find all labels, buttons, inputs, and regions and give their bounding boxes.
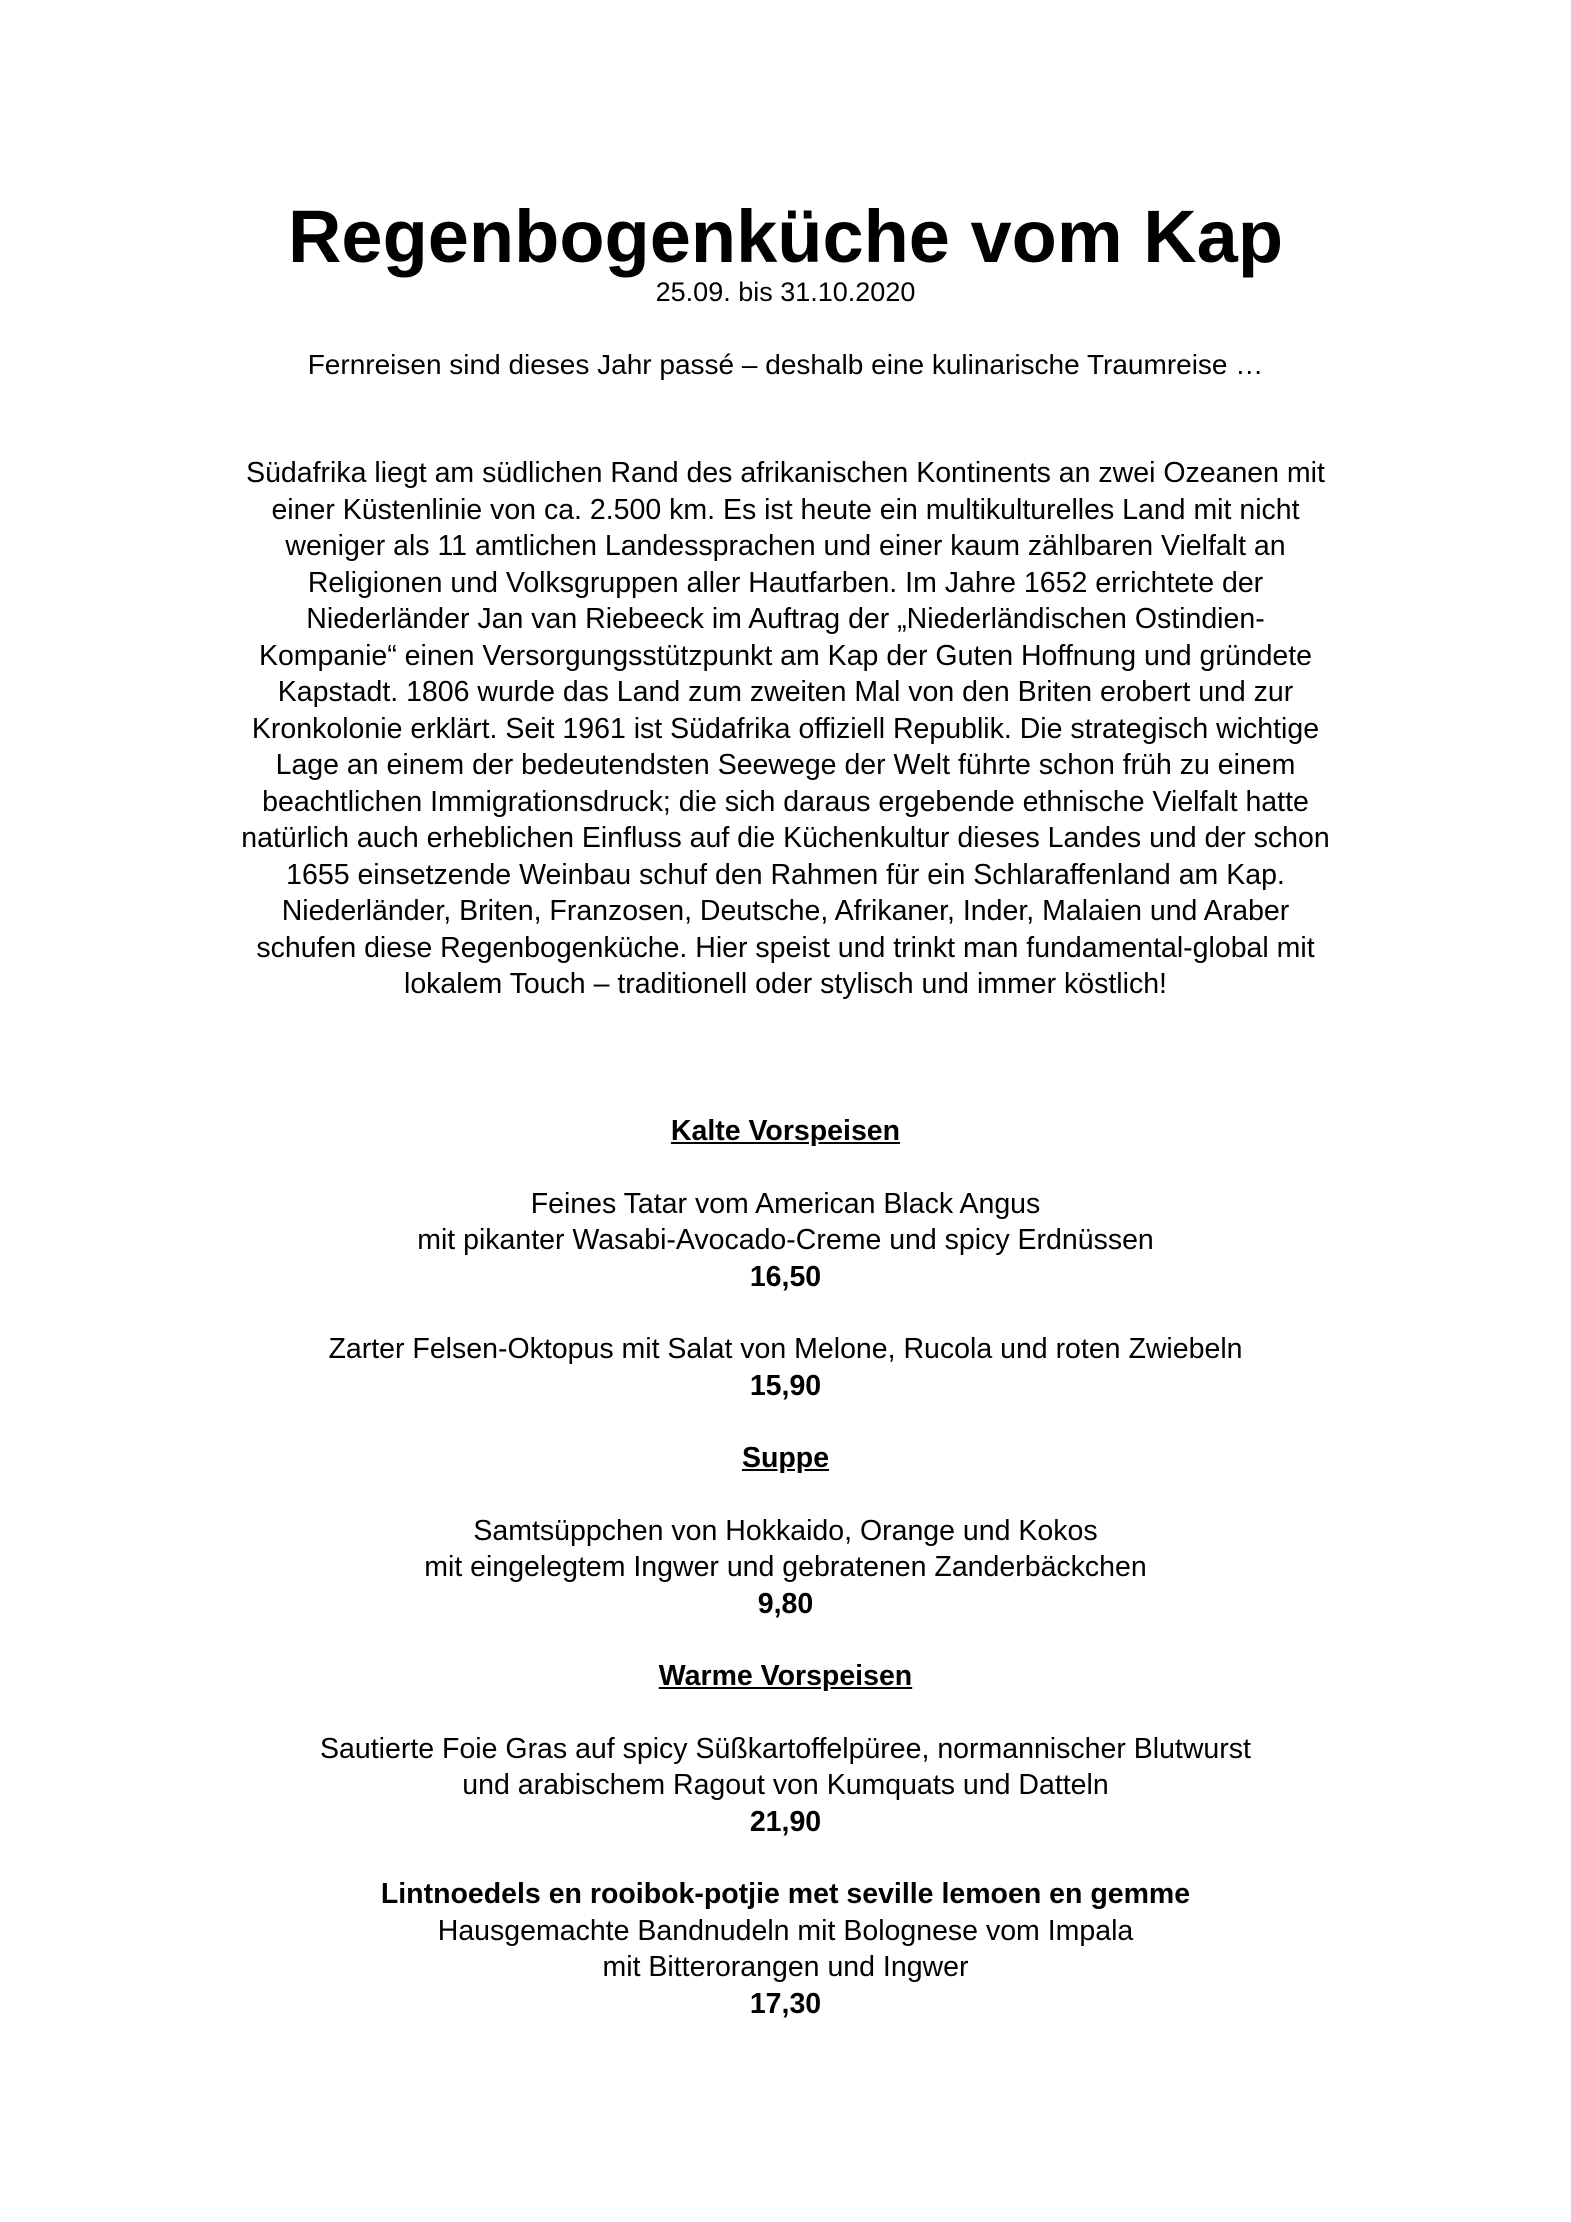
dish-description: mit eingelegtem Ingwer und gebratenen Zanderbäckchen (424, 1551, 1147, 1583)
intro-line: Kapstadt. 1806 wurde das Land zum zweiten Mal von den Briten erobert und zur (277, 676, 1294, 708)
intro-line: Niederländer, Briten, Franzosen, Deutsche, Afrikaner, Inder, Malaien und Araber (281, 895, 1290, 927)
intro-line: Niederländer Jan van Riebeeck im Auftrag der „Niederländischen Ostindien- (306, 603, 1265, 635)
dish-price: 16,50 (749, 1260, 822, 1293)
dish-title: Lintnoedels en rooibok-potjie met seville lemoen en gemme (380, 1878, 1191, 1910)
intro-line: Religionen und Volksgruppen aller Hautfarben. Im Jahre 1652 errichtete der (307, 566, 1264, 599)
intro-line: natürlich auch erheblichen Einfluss auf die Küchenkultur dieses Landes und der schon (241, 822, 1330, 854)
page-title: Regenbogenküche vom Kap (287, 195, 1284, 278)
intro-line: beachtlichen Immigrationsdruck; die sich daraus ergebende ethnische Vielfalt hatte (262, 785, 1309, 818)
dish-price: 21,90 (749, 1805, 822, 1838)
intro-line: Kompanie“ einen Versorgungsstützpunkt am Kap der Guten Hoffnung und gründete (258, 639, 1313, 672)
tagline: Fernreisen sind dieses Jahr passé – deshalb eine kulinarische Traumreise … (307, 349, 1264, 380)
dish-description: Feines Tatar vom American Black Angus (530, 1187, 1041, 1220)
intro-line: schufen diese Regenbogenküche. Hier speist und trinkt man fundamental-global mit (256, 931, 1315, 964)
intro-line: einer Küstenlinie von ca. 2.500 km. Es ist heute ein multikulturelles Land mit nicht (271, 493, 1300, 526)
intro-line: Südafrika liegt am südlichen Rand des afrikanischen Kontinents an zwei Ozeanen mit (246, 457, 1325, 489)
dish-price: 15,90 (749, 1369, 822, 1402)
intro-line: Lage an einem der bedeutendsten Seewege der Welt führte schon früh zu einem (275, 749, 1296, 781)
dish-description: Hausgemachte Bandnudeln mit Bolognese vom Impala (437, 1914, 1134, 1947)
dish-description: mit Bitterorangen und Ingwer (602, 1951, 969, 1983)
dish-description: Zarter Felsen-Oktopus mit Salat von Melone, Rucola und roten Zwiebeln (328, 1333, 1243, 1365)
intro-line: weniger als 11 amtlichen Landessprachen und einer kaum zählbaren Vielfalt an (285, 530, 1286, 562)
section-title-suppe: Suppe (741, 1442, 830, 1474)
date-range: 25.09. bis 31.10.2020 (655, 277, 916, 307)
intro-line: Kronkolonie erklärt. Seit 1961 ist Südafrika offiziell Republik. Die strategisch wichtige (251, 712, 1320, 745)
dish-price: 17,30 (749, 1987, 822, 2020)
dish-description: Samtsüppchen von Hokkaido, Orange und Kokos (473, 1514, 1098, 1547)
dish-description: mit pikanter Wasabi-Avocado-Creme und spicy Erdnüssen (417, 1224, 1154, 1256)
dish-price: 9,80 (757, 1587, 814, 1620)
section-title-kalte-vorspeisen: Kalte Vorspeisen (670, 1115, 901, 1147)
intro-line: lokalem Touch – traditionell oder stylisch und immer köstlich! (404, 968, 1167, 1000)
dish-description: Sautierte Foie Gras auf spicy Süßkartoffelpüree, normannischer Blutwurst (320, 1732, 1251, 1765)
intro-paragraph (150, 455, 1421, 1003)
dish-description: und arabischem Ragout von Kumquats und Datteln (462, 1769, 1109, 1801)
section-title-warme-vorspeisen: Warme Vorspeisen (658, 1660, 913, 1692)
menu-list (0, 1113, 1571, 2022)
intro-line: 1655 einsetzende Weinbau schuf den Rahmen für ein Schlaraffenland am Kap. (286, 858, 1285, 891)
